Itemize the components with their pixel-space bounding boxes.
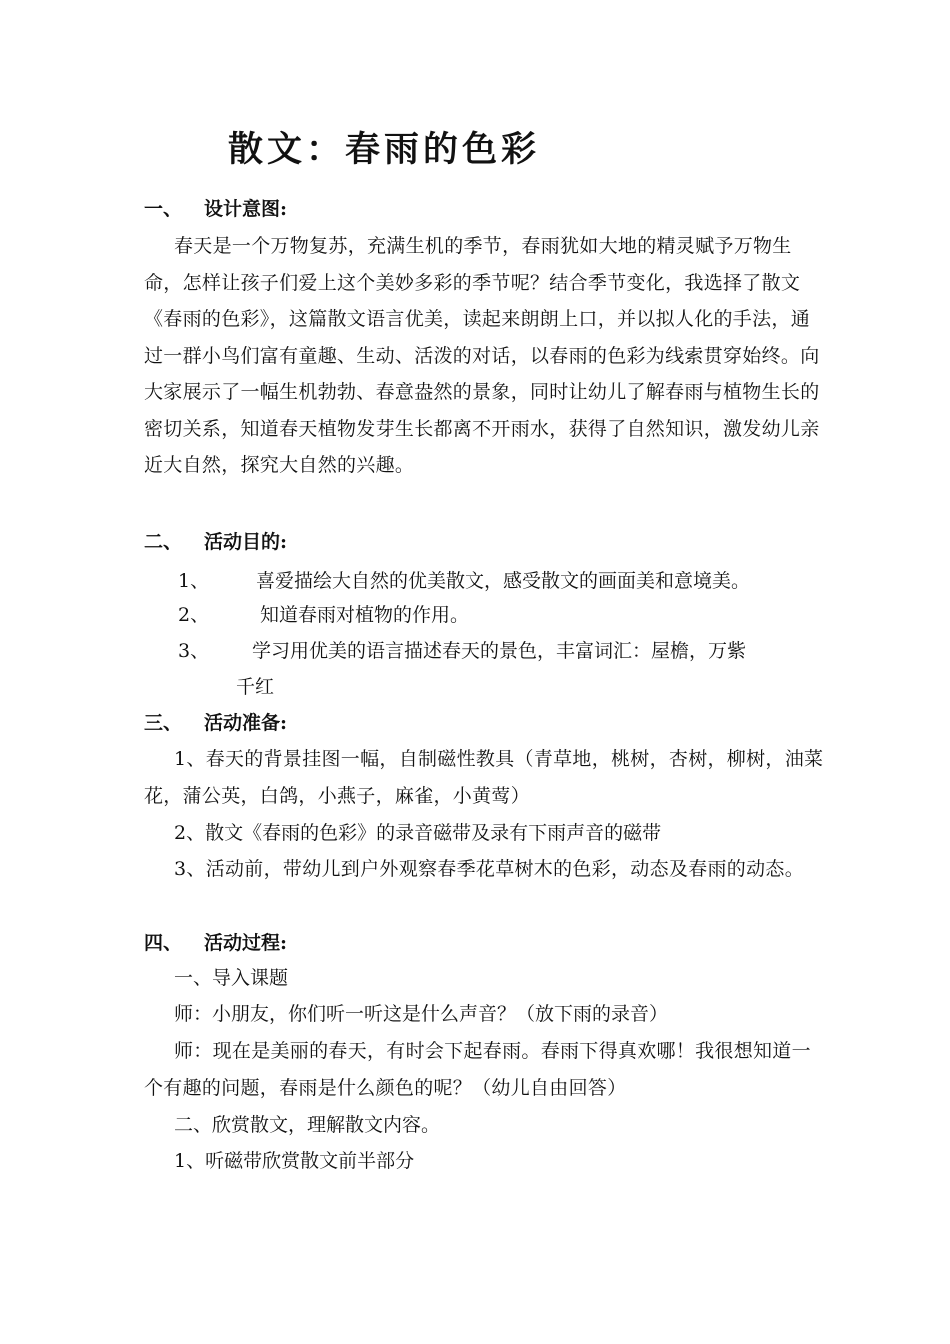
section-title: 设计意图: (204, 198, 288, 220)
section-number: 二、 (144, 531, 183, 553)
process-step-item: 1、听磁带欣赏散文前半部分 (174, 1150, 415, 1172)
section-heading-design-intent (144, 196, 287, 222)
goal-item-text: 学习用优美的语言描述春天的景色，丰富词汇：屋檐，万紫 (252, 640, 747, 662)
section-number: 三、 (144, 712, 183, 734)
process-dialogue: 师：小朋友，你们听一听这是什么声音？（放下雨的录音） (174, 1003, 669, 1025)
section-title: 活动目的: (204, 531, 288, 553)
preparation-item (144, 851, 824, 888)
section-title: 活动准备: (204, 712, 288, 734)
section-heading-activity-process (144, 930, 287, 956)
goal-item-text-continuation: 千红 (236, 676, 275, 698)
section-title: 活动过程: (204, 932, 288, 954)
paragraph-text: 春天是一个万物复苏，充满生机的季节，春雨犹如大地的精灵赋予万物生命，怎样让孩子们爱上这个美妙多彩的季节呢？结合季节变化，我选择了散文《春雨的色彩》，这篇散文语言优美，读起来朗朗上口，并以拟人化的手法，通过一群小鸟们富有童趣、生动、活泼的对话，以春雨的色彩为线索贯穿始终。向大家展示了一幅生机勃勃、春意盎然的景象，同时让幼儿了解春雨与植物生长的密切关系，知道春天植物发芽生长都离不开雨水，获得了自然知识，激发幼儿亲近大自然，探究大自然的兴趣。 (144, 235, 820, 476)
section-number: 四、 (144, 932, 183, 954)
process-dialogue (144, 1033, 824, 1106)
goal-item-number: 3、 (178, 640, 210, 662)
paragraph-design-intent (144, 228, 824, 484)
section-heading-activity-preparation (144, 710, 287, 736)
preparation-item: 2、散文《春雨的色彩》的录音磁带及录有下雨声音的磁带 (174, 822, 662, 844)
goal-item-number: 2、 (178, 604, 210, 626)
goal-item-number: 1、 (178, 570, 210, 592)
paragraph-text: 1、春天的背景挂图一幅，自制磁性教具（青草地，桃树，杏树，柳树，油菜花，蒲公英，白鸽，小燕子，麻雀，小黄莺） (144, 748, 824, 807)
goal-item-text: 喜爱描绘大自然的优美散文，感受散文的画面美和意境美。 (256, 570, 751, 592)
process-step-heading: 一、导入课题 (174, 967, 289, 989)
paragraph-text: 3、活动前，带幼儿到户外观察春季花草树木的色彩，动态及春雨的动态。 (174, 858, 804, 880)
paragraph-text: 师：现在是美丽的春天，有时会下起春雨。春雨下得真欢哪！我很想知道一个有趣的问题，春雨是什么颜色的呢？（幼儿自由回答） (144, 1040, 811, 1099)
goal-item-text: 知道春雨对植物的作用。 (260, 604, 470, 626)
section-heading-activity-goals (144, 529, 287, 555)
preparation-item (144, 741, 824, 814)
process-step-heading: 二、欣赏散文，理解散文内容。 (174, 1114, 441, 1136)
section-number: 一、 (144, 198, 183, 220)
document-title: 散文：春雨的色彩 (228, 129, 541, 170)
